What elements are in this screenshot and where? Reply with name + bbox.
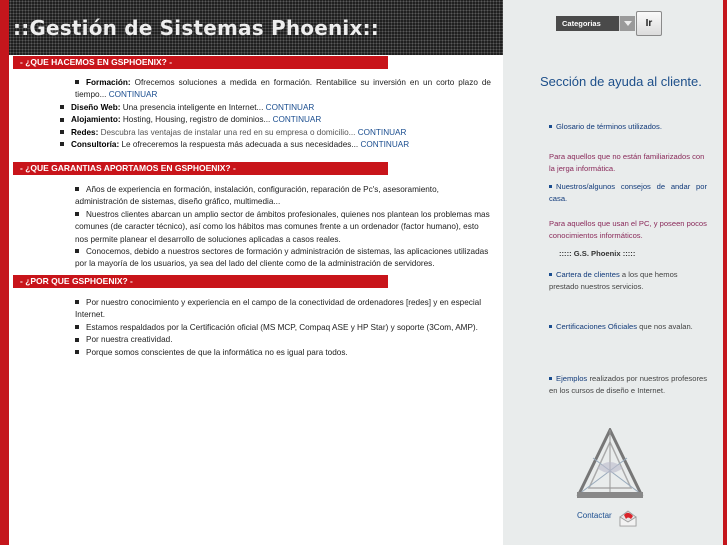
- section-heading-guarantees: - ¿QUE GARANTIAS APORTAMOS EN GSPHOENIX? -: [13, 162, 388, 175]
- reasons-list: [60, 297, 491, 359]
- bullet-icon: [75, 249, 79, 253]
- help-sidebar: [503, 0, 723, 545]
- bullet-icon: [549, 273, 552, 276]
- list-item: Nuestros clientes abarcan un amplio sector de ámbitos profesionales, quienes nos plantean los problemas mas comunes (de caracter técnico), así como los hábitos mas comunes frente a un ordenador (factor humano), esto nos permite planear el desarrollo de soluciones aplicadas a casos reales.: [75, 209, 490, 244]
- list-item: Porque somos conscientes de que la informática no es igual para todos.: [60, 347, 491, 359]
- bullet-icon: [75, 187, 79, 191]
- bullet-icon: [75, 350, 79, 354]
- continue-link[interactable]: CONTINUAR: [360, 140, 410, 150]
- list-item: Estamos respaldados por la Certificación oficial (MS MCP, Compaq ASE y HP Star) y soporte (3Com, AMP).: [60, 322, 491, 334]
- bullet-icon: [60, 118, 64, 122]
- list-item: Conocemos, debido a nuestros sectores de formación y administración de sistemas, las aplicaciones utilizadas por la mayoría de los usuarios, ya sea del lado del cliente como de la administración de servidores.: [75, 247, 489, 269]
- bullet-icon: [549, 325, 552, 328]
- list-item: Años de experiencia en formación, instalación, configuración, reparación de Pc's, asesoramiento, administración de sistemas, diseño gráfico, multimedia...: [75, 185, 439, 207]
- bullet-icon: [549, 185, 552, 188]
- bullet-icon: [75, 212, 79, 216]
- bullet-icon: [75, 80, 79, 84]
- chevron-down-icon[interactable]: [619, 16, 635, 31]
- list-item: Diseño Web: Una presencia inteligente en Internet... CONTINUAR: [60, 102, 491, 114]
- section-heading-services: - ¿QUE HACEMOS EN GSPHOENIX? -: [13, 56, 388, 69]
- certifications-item: Certificaciones Oficiales que nos avalan.: [549, 321, 707, 333]
- list-item: Alojamiento: Hosting, Housing, registro de dominios... CONTINUAR: [60, 114, 491, 126]
- services-list: [60, 77, 491, 151]
- help-section-title: Sección de ayuda al cliente.: [540, 74, 702, 89]
- site-title: ::Gestión de Sistemas Phoenix::: [13, 16, 379, 40]
- glossary-item: [549, 121, 707, 133]
- glossary-link[interactable]: Glosario de términos utilizados.: [556, 122, 662, 131]
- brand-separator: ::::: G.S. Phoenix :::::: [559, 249, 636, 258]
- tips-note: Para aquellos que usan el PC, y poseen pocos conocimientos informáticos.: [549, 219, 707, 240]
- bullet-icon: [549, 125, 552, 128]
- bullet-icon: [75, 300, 79, 304]
- bullet-icon: [549, 377, 552, 380]
- clients-item: Cartera de clientes a los que hemos prestado nuestros servicios.: [549, 270, 678, 291]
- continue-link[interactable]: CONTINUAR: [108, 90, 158, 100]
- contact-link[interactable]: Contactar: [577, 511, 612, 520]
- continue-link[interactable]: CONTINUAR: [265, 102, 315, 112]
- examples-link[interactable]: Ejemplos: [556, 374, 588, 383]
- section-heading-reasons: - ¿POR QUE GSPHOENIX? -: [13, 275, 388, 288]
- site-header: [9, 0, 503, 55]
- tips-link[interactable]: Nuestros/algunos consejos de andar por casa.: [549, 182, 707, 203]
- go-button[interactable]: Ir: [636, 11, 662, 36]
- list-item: Consultoría: Le ofreceremos la respuesta más adecuada a sus necesidades... CONTINUAR: [60, 139, 491, 151]
- list-item: Formación: Ofrecemos soluciones a medida en formación. Rentabilice su inversión en un corto plazo de tiempo... CONTINUAR: [75, 78, 491, 100]
- mail-icon[interactable]: [618, 509, 638, 527]
- tips-item: [549, 181, 707, 204]
- main-content: [9, 0, 503, 545]
- bullet-icon: [75, 338, 79, 342]
- glossary-note: Para aquellos que no están familiarizados con la jerga informática.: [549, 152, 705, 173]
- examples-item: Ejemplos realizados por nuestros profesores en los cursos de diseño e Internet.: [549, 374, 707, 395]
- continue-link[interactable]: CONTINUAR: [272, 115, 322, 125]
- bullet-icon: [60, 105, 64, 109]
- bullet-icon: [75, 325, 79, 329]
- category-select[interactable]: Categorias: [556, 16, 635, 31]
- guarantees-list: [60, 184, 491, 271]
- phoenix-logo: [575, 428, 645, 500]
- clients-link[interactable]: Cartera de clientes: [556, 270, 620, 279]
- continue-link[interactable]: CONTINUAR: [357, 127, 407, 137]
- bullet-icon: [60, 142, 64, 146]
- bullet-icon: [60, 130, 64, 134]
- list-item: Por nuestra creatividad.: [60, 334, 491, 346]
- list-item: Redes: Descubra las ventajas de instalar una red en su empresa o domicilio... CONTINUAR: [60, 127, 491, 139]
- certifications-link[interactable]: Certificaciones Oficiales: [556, 322, 638, 331]
- list-item: Por nuestro conocimiento y experiencia en el campo de la conectividad de ordenadores [redes] y en especial Internet.: [75, 298, 482, 320]
